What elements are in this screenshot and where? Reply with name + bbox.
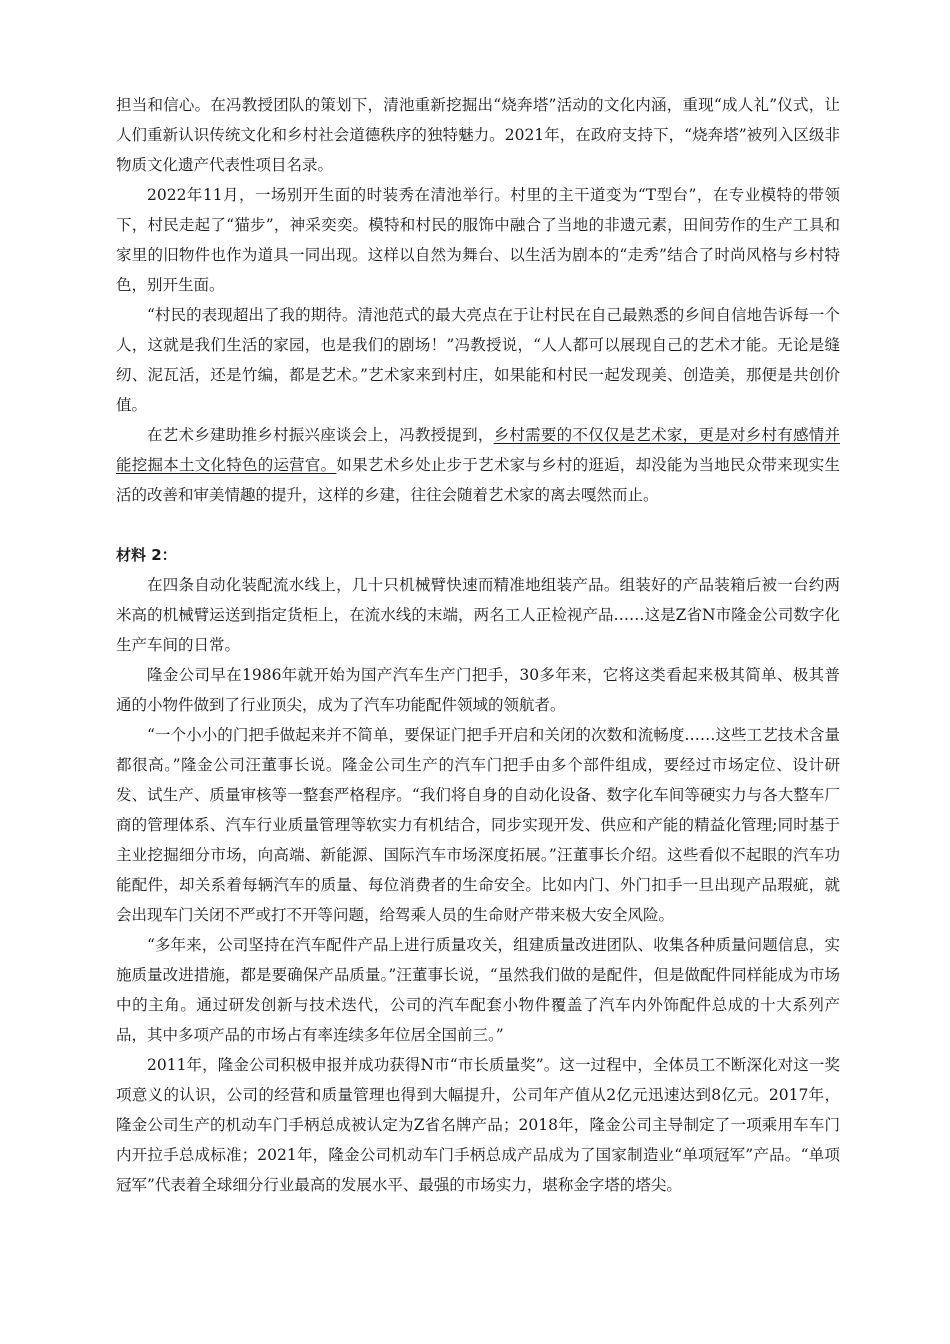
paragraph: “多年来，公司坚持在汽车配件产品上进行质量攻关，组建质量改进团队、收集各种质量问题信息，实施质量改进措施，都是要确保产品质量。”汪董事长说，“虽然我们做的是配件，但是做配件同样能成为市场中的主角。通过研发创新与技术迭代，公司的汽车配套小物件覆盖了汽车内外饰配件总成的十大系列产品，其中多项产品的市场占有率连续多年位居全国前三。”	[116, 936, 840, 1044]
paragraph: “一个小小的门把手做起来并不简单，要保证门把手开启和关闭的次数和流畅度……这些工艺技术含量都很高。”隆金公司汪董事长说。隆金公司生产的汽车门把手由多个部件组成，要经过市场定位、设计研发、试生产、质量审核等一整套严格程序。“我们将自身的自动化设备、数字化车间等硬实力与各大整车厂商的管理体系、汽车行业质量管理等软实力有机结合，同步实现开发、供应和产能的精益化管理;同时基于主业挖掘细分市场，向高端、新能源、国际汽车市场深度拓展。”汪董事长介绍。这些看似不起眼的汽车功能配件，却关系着每辆汽车的质量、每位消费者的生命安全。比如内门、外门扣手一旦出现产品瑕疵，就会出现车门关闭不严或打不开等问题，给驾乘人员的生命财产带来极大安全风险。	[116, 726, 840, 924]
paragraph-text: 在艺术乡建助推乡村振兴座谈会上，冯教授提到，	[147, 426, 494, 444]
section-gap	[116, 510, 840, 540]
paragraph: 2022年11月，一场别开生面的时装秀在清池举行。村里的主干道变为“T型台”，在专业模特的带领下，村民走起了“猫步”，神采奕奕。模特和村民的服饰中融合了当地的非遗元素，田间劳作的生产工具和家里的旧物件也作为道具一同出现。这样以自然为舞台、以生活为剧本的“走秀”结合了时尚风格与乡村特色，别开生面。	[116, 186, 840, 294]
paragraph: “村民的表现超出了我的期待。清池范式的最大亮点在于让村民在自己最熟悉的乡间自信地告诉每一个人，这就是我们生活的家园，也是我们的剧场！”冯教授说，“人人都可以展现自己的艺术才能。无论是缝纫、泥瓦活，还是竹编，都是艺术。”艺术家来到村庄，如果能和村民一起发现美、创造美，那便是共创价值。	[116, 306, 840, 414]
section-title: 材料 2：	[116, 546, 177, 564]
paragraph: 在四条自动化装配流水线上，几十只机械臂快速而精准地组装产品。组装好的产品装箱后被一台约两米高的机械臂运送到指定货柜上，在流水线的末端，两名工人正检视产品……这是Z省N市隆金公司数字化生产车间的日常。	[116, 576, 840, 654]
paragraph: 2011年，隆金公司积极申报并成功获得N市“市长质量奖”。这一过程中，全体员工不断深化对这一奖项意义的认识，公司的经营和质量管理也得到大幅提升，公司年产值从2亿元迅速达到8亿元。2017年，隆金公司生产的机动车门手柄总成被认定为Z省名牌产品；2018年，隆金公司主导制定了一项乘用车车门内开拉手总成标准；2021年，隆金公司机动车门手柄总成产品成为了国家制造业“单项冠军”产品。“单项冠军”代表着全球细分行业最高的发展水平、最强的市场实力，堪称金字塔的塔尖。	[116, 1056, 840, 1194]
paragraph-text: 如果艺术乡处止步于艺术家与乡村的逛逅，却没能为当地民众带来现实生活的改善和审美情趣的提升，这样的乡建，往往会随着艺术家的离去嘎然而止。	[116, 456, 840, 504]
paragraph: 担当和信心。在冯教授团队的策划下，清池重新挖掘出“烧奔塔”活动的文化内涵，重现“成人礼”仪式，让人们重新认识传统文化和乡村社会道德秩序的独特魅力。2021年，在政府支持下，“烧奔塔”被列入区级非物质文化遗产代表性项目名录。	[116, 96, 840, 174]
paragraph: 隆金公司早在1986年就开始为国产汽车生产门把手，30多年来，它将这类看起来极其简单、极其普通的小物件做到了行业顶尖，成为了汽车功能配件领域的领航者。	[116, 666, 840, 714]
underlined-sentence: 乡村需要的不仅仅是艺术家，更是对乡村有感情并能挖掘本土文化特色的运营官。	[116, 426, 840, 474]
paragraph	[116, 420, 840, 510]
document-page	[116, 90, 840, 1200]
